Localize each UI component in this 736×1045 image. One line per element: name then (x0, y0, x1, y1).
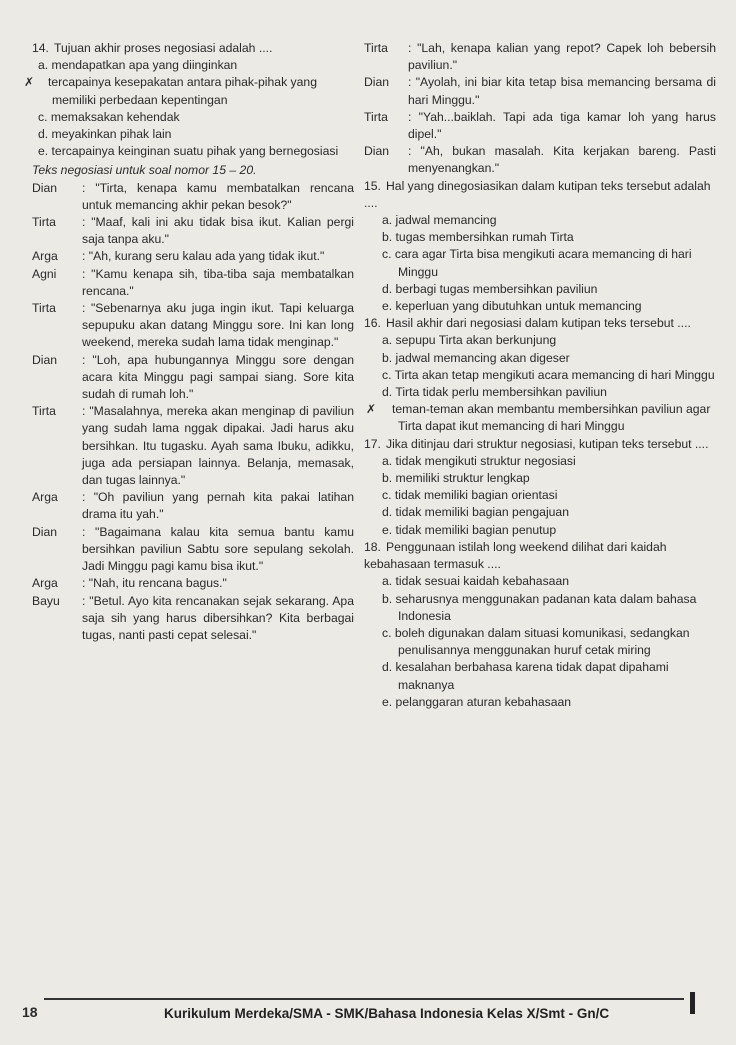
option-d: d. tidak memiliki bagian pengajuan (382, 505, 569, 520)
dialog-line: Tirta : "Yah...baiklah. Tapi ada tiga kamar loh yang harus dipel." (364, 109, 716, 142)
dialog-line: Dian : "Tirta, kenapa kamu membatalkan rencana untuk memancing akhir pekan besok?" (32, 180, 354, 212)
option-a: a. jadwal memancing (382, 213, 497, 228)
page-number: 18 (22, 1004, 38, 1020)
option-e: e. tercapainya keinginan suatu pihak yang bernegosiasi (38, 144, 339, 159)
option-e: e. pelanggaran aturan kebahasaan (382, 694, 572, 709)
option-c: c. tidak memiliki bagian orientasi (382, 488, 558, 503)
dialog-line: Dian : "Loh, apa hubungannya Minggu sore dengan acara kita Minggu pagi sampai siang. Sore kita sudah di rumah loh." (32, 352, 354, 402)
dialog-line: Tirta : "Lah, kenapa kalian yang repot? Capek loh bebersih paviliun." (364, 41, 716, 73)
option-d: d. meyakinkan pihak lain (38, 127, 172, 142)
dialog-line: Arga : "Nah, itu rencana bagus." (32, 576, 227, 591)
dialog-line: Dian : "Ah, bukan masalah. Kita kerjakan bareng. Pasti menyenangkan." (364, 144, 716, 176)
question-text: Tujuan akhir proses negosiasi adalah .... (54, 41, 273, 55)
option-c: c. cara agar Tirta bisa mengikuti acara memancing di hari Minggu (382, 247, 692, 279)
footer-rule (44, 998, 684, 1000)
option-a: a. tidak sesuai kaidah kebahasaan (382, 574, 570, 589)
option-b: b. jadwal memancing akan digeser (382, 350, 570, 365)
option-a: a. mendapatkan apa yang diinginkan (38, 58, 238, 73)
question-14 (32, 40, 354, 57)
question-18: 18. Penggunaan istilah long weekend dilihat dari kaidah kebahasaan termasuk .... (364, 539, 667, 572)
dialog-line: Bayu : "Betul. Ayo kita rencanakan sejak sekarang. Apa saja sih yang harus dibersihkan? Kita berbagai tugas, nanti pasti cepat selesai." (32, 593, 354, 642)
answer-check-mark: ✗ (24, 75, 35, 90)
footer-bar (690, 992, 695, 1014)
dialog-line: Tirta : "Masalahnya, mereka akan menginap di paviliun yang sudah lama nggak dipakai. Jadi harus aku bersihkan. Itu tugasku. Ayah sama Ibuku, adikku, juga ada persiapan lainnya. Belanja, memasak, dan tugas lainnya." (32, 404, 354, 488)
option-e: ✗ teman-teman akan membantu membersihkan paviliun agar Tirta dapat ikut memancing di hari Minggu (366, 402, 711, 434)
option-c: c. memaksakan kehendak (38, 109, 180, 124)
option-e: e. keperluan yang dibutuhkan untuk memancing (382, 299, 642, 314)
answer-check-mark: ✗ (366, 402, 377, 417)
option-c: c. boleh digunakan dalam situasi komunikasi, sedangkan penulisannya menggunakan huruf cetak miring (382, 625, 690, 658)
option-d: d. kesalahan berbahasa karena tidak dapat dipahami maknanya (382, 660, 669, 692)
option-e: e. tidak memiliki bagian penutup (382, 522, 557, 537)
question-15: 15. Hal yang dinegosiasikan dalam kutipan teks tersebut adalah .... (364, 178, 711, 210)
option-a: a. tidak mengikuti struktur negosiasi (382, 453, 576, 468)
dialog-line: Dian : "Ayolah, ini biar kita tetap bisa memancing bersama di hari Minggu." (364, 75, 716, 107)
option-d: d. berbagi tugas membersihkan paviliun (382, 281, 598, 296)
question-number: 14. (32, 41, 49, 55)
question-17: 17. Jika ditinjau dari struktur negosiasi, kutipan teks tersebut .... (364, 436, 709, 451)
option-b: ✗ tercapainya kesepakatan antara pihak-pihak yang memiliki perbedaan kepentingan (24, 75, 317, 107)
dialog-line: Tirta : "Sebenarnya aku juga ingin ikut. Tapi keluarga sepupuku akan datang Minggu sore. Ini kan long weekend, mereka sudah lama tidak menginap." (32, 301, 354, 350)
dialog-line: Agni : "Kamu kenapa sih, tiba-tiba saja membatalkan rencana." (32, 266, 354, 298)
option-b: b. tugas membersihkan rumah Tirta (382, 230, 574, 245)
option-b: b. seharusnya menggunakan padanan kata dalam bahasa Indonesia (382, 591, 697, 623)
left-column (24, 40, 354, 644)
option-b: b. memiliki struktur lengkap (382, 471, 530, 486)
dialog-right (364, 40, 716, 178)
right-column (364, 40, 716, 711)
page-footer (0, 998, 736, 1028)
footer-title: Kurikulum Merdeka/SMA - SMK/Bahasa Indonesia Kelas X/Smt - Gn/C (164, 1006, 610, 1021)
option-c: c. Tirta akan tetap mengikuti acara memancing di hari Minggu (382, 367, 715, 382)
dialog-left (32, 180, 354, 644)
option-a: a. sepupu Tirta akan berkunjung (382, 333, 557, 348)
dialog-line: Arga : "Oh paviliun yang pernah kita pakai latihan drama itu yah." (32, 490, 354, 522)
question-16: 16. Hasil akhir dari negosiasi dalam kutipan teks tersebut .... (364, 316, 691, 331)
option-d: d. Tirta tidak perlu membersihkan paviliun (382, 385, 607, 400)
dialog-line: Dian : "Bagaimana kalau kita semua bantu kamu bersihkan paviliun Sabtu sore sepulang sekolah. Jadi Minggu pagi kamu bisa ikut." (32, 524, 354, 574)
dialog-line: Arga : "Ah, kurang seru kalau ada yang tidak ikut." (32, 249, 325, 264)
dialog-line: Tirta : "Maaf, kali ini aku tidak bisa ikut. Kalian pergi saja tanpa aku." (32, 215, 354, 247)
passage-intro: Teks negosiasi untuk soal nomor 15 – 20. (32, 163, 257, 178)
